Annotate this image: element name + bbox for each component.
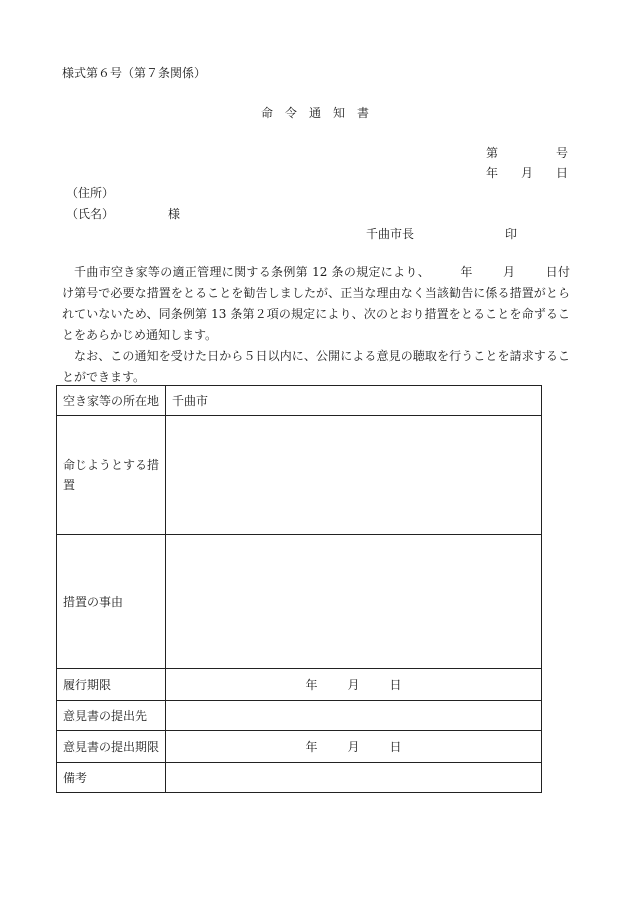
table-row: [57, 731, 542, 763]
table-row: [57, 535, 542, 669]
p1-text-c: 号で必要な措置をとることを勧告しましたが、正当な理由なく当該勧告に係る措置がとられていないため、同条例第 13 条第２項の規定により、次のとおり措置をとることを命ずることをあらかじめ通知します。: [62, 286, 570, 342]
table-row: [57, 763, 542, 793]
reason-label: 措置の事由: [57, 535, 166, 669]
issue-year: 年: [486, 166, 499, 180]
measures-field[interactable]: [166, 416, 542, 535]
issue-day: 日: [555, 166, 568, 180]
seal-mark: 印: [505, 227, 518, 241]
issuer-title: 千曲市長: [366, 227, 415, 241]
deadline-label: 履行期限: [57, 669, 166, 701]
submit-month: 月: [347, 739, 360, 754]
table-row: [57, 416, 542, 535]
table-row: [57, 669, 542, 701]
p1-text-b: 日付け第: [62, 265, 570, 300]
notice-table: [56, 385, 542, 793]
deadline-day: 日: [389, 677, 402, 692]
reason-field[interactable]: [166, 535, 542, 669]
deadline-field[interactable]: [166, 669, 542, 701]
p1-month: 月: [502, 265, 516, 279]
p1-text-a: 千曲市空き家等の適正管理に関する条例第 12 条の規定により、: [74, 265, 431, 279]
remarks-field[interactable]: [166, 763, 542, 793]
remarks-label: 備考: [57, 763, 166, 793]
submit-deadline-field[interactable]: [166, 731, 542, 763]
location-value[interactable]: 千曲市: [166, 386, 542, 416]
form-number: 様式第６号（第７条関係）: [62, 66, 207, 80]
location-label: 空き家等の所在地: [57, 386, 166, 416]
submit-deadline-label: 意見書の提出期限: [57, 731, 166, 763]
honorific: 様: [168, 207, 181, 221]
deadline-year: 年: [305, 677, 318, 692]
submit-day: 日: [389, 739, 402, 754]
submit-to-label: 意見書の提出先: [57, 701, 166, 731]
p1-year: 年: [460, 265, 473, 279]
submit-year: 年: [305, 739, 318, 754]
name-label: （氏名）: [66, 207, 115, 221]
issue-date: [486, 166, 568, 180]
submit-to-field[interactable]: [166, 701, 542, 731]
notice-body: [62, 262, 570, 388]
table-row: [57, 386, 542, 416]
document-number: [486, 146, 568, 160]
number-dai: 第: [486, 146, 499, 160]
address-label: （住所）: [66, 186, 115, 200]
table-row: [57, 701, 542, 731]
document-title: 命令通知書: [260, 106, 381, 120]
measures-label: 命じようとする措置: [57, 416, 166, 535]
notice-paragraph-2: なお、この通知を受けた日から５日以内に、公開による意見の聴取を行うことを請求することができます。: [62, 349, 570, 384]
notice-paragraph-1: [62, 262, 570, 346]
issue-month: 月: [520, 166, 533, 180]
deadline-month: 月: [347, 677, 360, 692]
number-go: 号: [555, 146, 568, 160]
